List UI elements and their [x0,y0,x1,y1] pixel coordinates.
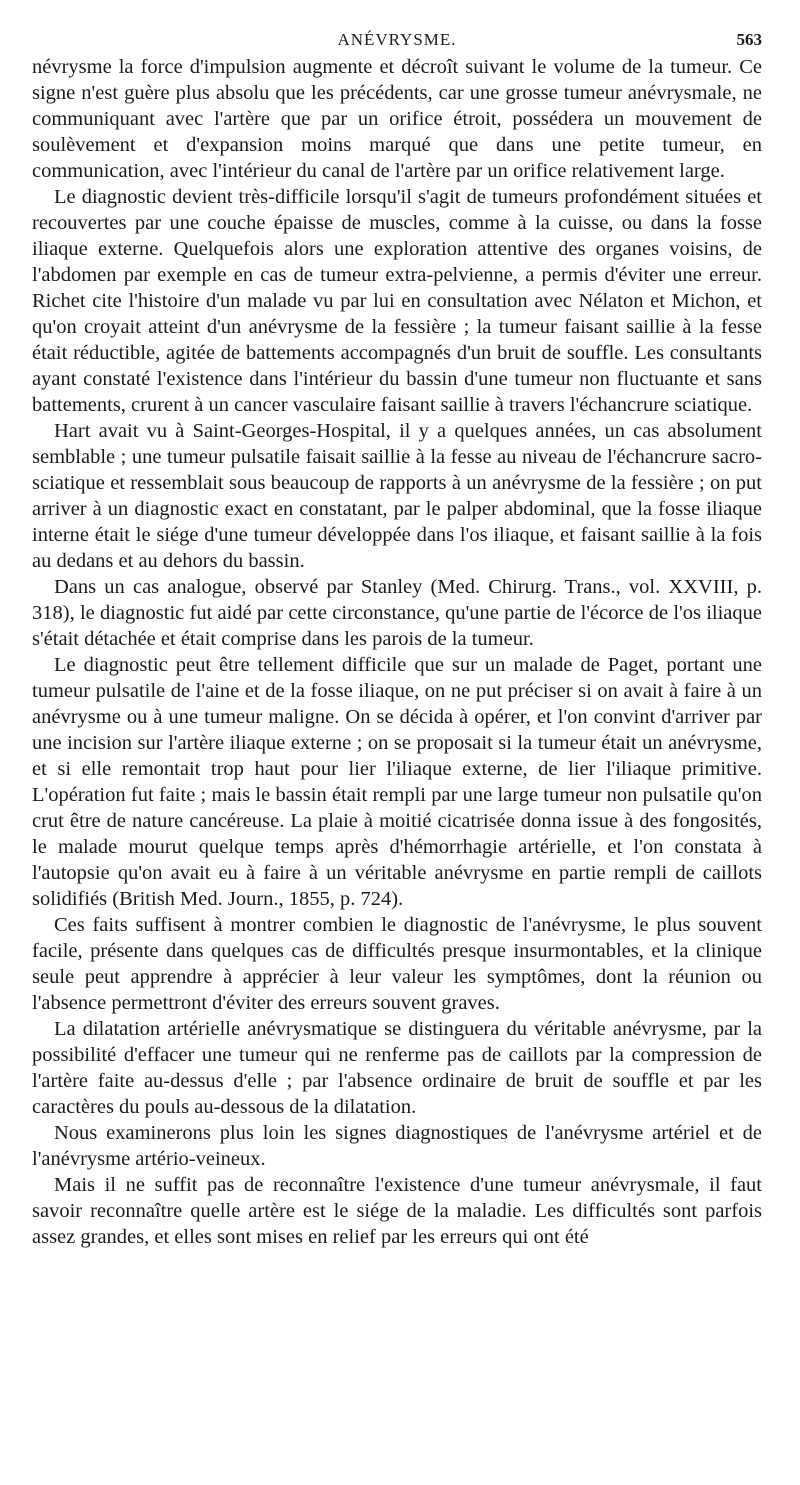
paragraph: Le diagnostic peut être tellement difficile que sur un malade de Paget, portant une tumeur pulsatile de l'aine et de la fosse iliaque, on ne put préciser si on avait à faire à un anévrysme ou à une tumeur maligne. On se décida à opérer, et l'on convint d'arriver par une incision sur l'artère iliaque externe ; on se proposait si la tumeur était un anévrysme, et si elle remontait trop haut pour lier l'iliaque externe, de lier l'iliaque primitive. L'opération fut faite ; mais le bassin était rempli par une large tumeur non pulsatile qu'on crut être de nature cancéreuse. La plaie à moitié cicatrisée donna issue à des fongosités, le malade mourut quelque temps après d'hémorrhagie artérielle, et l'on constata à l'autopsie qu'on avait eu à faire à un véritable anévrysme en partie rempli de caillots solidifiés (British Med. Journ., 1855, p. 724). [32,654,762,910]
paragraph: Dans un cas analogue, observé par Stanley (Med. Chirurg. Trans., vol. XXVIII, p. 318), le diagnostic fut aidé par cette circonstance, qu'une partie de l'écorce de l'os iliaque s'était détachée et était comprise dans les parois de la tumeur. [32,576,762,650]
document-page [32,30,762,1250]
paragraph: Hart avait vu à Saint-Georges-Hospital, il y a quelques années, un cas absolument semblable ; une tumeur pulsatile faisait saillie à la fesse au niveau de l'échancrure sacro-sciatique et ressemblait sous beaucoup de rapports à un anévrysme de la fessière ; on put arriver à un diagnostic exact en constatant, par le palper abdominal, que la fosse iliaque interne était le siége d'une tumeur développée dans l'os iliaque, et faisant saillie à la fois au dedans et au dehors du bassin. [32,420,762,572]
paragraph-continued: névrysme la force d'impulsion augmente et décroît suivant le volume de la tumeur. Ce signe n'est guère plus absolu que les précédents, car une grosse tumeur anévrysmale, ne communiquant avec l'artère que par un orifice étroit, possédera un mouvement de soulèvement et d'expansion moins marqué que dans une petite tumeur, en communication, avec l'intérieur du canal de l'artère par un orifice relativement large. [32,56,762,182]
paragraph: Le diagnostic devient très-difficile lorsqu'il s'agit de tumeurs profondément situées et recouvertes par une couche épaisse de muscles, comme à la cuisse, ou dans la fosse iliaque externe. Quelquefois alors une exploration attentive des organes voisins, de l'abdomen par exemple en cas de tumeur extra-pelvienne, a permis d'éviter une erreur. Richet cite l'histoire d'un malade vu par lui en consultation avec Nélaton et Michon, et qu'on croyait atteint d'un anévrysme de la fessière ; la tumeur faisant saillie à la fesse était réductible, agitée de battements accompagnés d'un bruit de souffle. Les consultants ayant constaté l'existence dans l'intérieur du bassin d'une tumeur non fluctuante et sans battements, crurent à un cancer vasculaire faisant saillie à travers l'échancrure sciatique. [32,186,762,416]
paragraph: Ces faits suffisent à montrer combien le diagnostic de l'anévrysme, le plus souvent facile, présente dans quelques cas de difficultés presque insurmontables, et la clinique seule peut apprendre à apprécier à leur valeur les symptômes, dont la réunion ou l'absence permettront d'éviter des erreurs souvent graves. [32,914,762,1014]
paragraph: La dilatation artérielle anévrysmatique se distinguera du véritable anévrysme, par la possibilité d'effacer une tumeur qui ne renferme pas de caillots par la compression de l'artère faite au-dessus d'elle ; par l'absence ordinaire de bruit de souffle et par les caractères du pouls au-dessous de la dilatation. [32,1018,762,1118]
body-text [32,54,762,1250]
running-title: ANÉVRYSME. [337,30,457,49]
running-header [32,30,762,54]
page-number: 563 [736,30,762,49]
paragraph: Mais il ne suffit pas de reconnaître l'existence d'une tumeur anévrysmale, il faut savoir reconnaître quelle artère est le siége de la maladie. Les difficultés sont parfois assez grandes, et elles sont mises en relief par les erreurs qui ont été [32,1174,762,1248]
paragraph: Nous examinerons plus loin les signes diagnostiques de l'anévrysme artériel et de l'anévrysme artério-veineux. [32,1122,762,1170]
